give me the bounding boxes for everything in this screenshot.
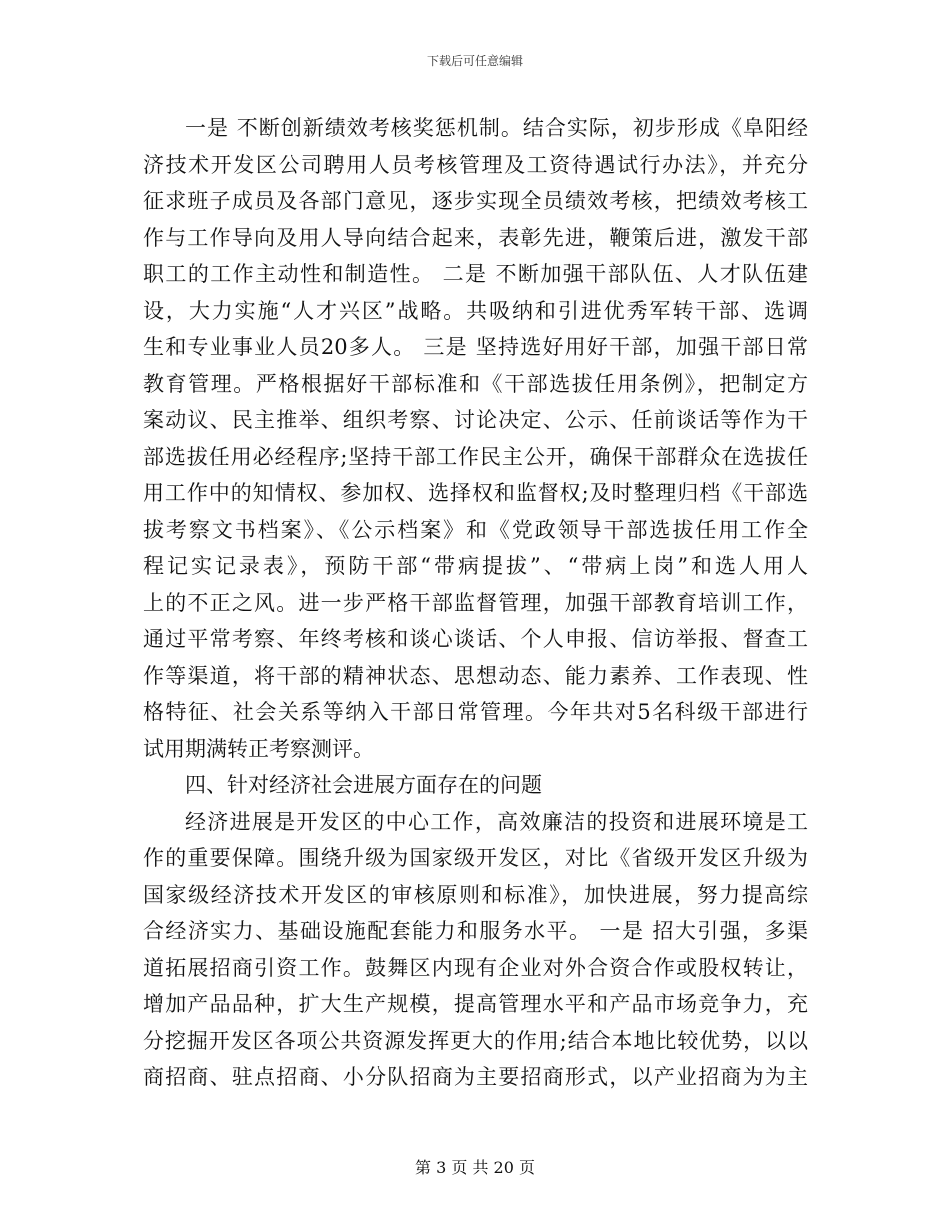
text-line: 商招商、驻点招商、小分队招商为主要招商形式，以产业招商为为主	[143, 1065, 808, 1089]
text-line: 经济进展是开发区的中心工作，高效廉洁的投资和进展环境是工	[185, 809, 808, 834]
text-line: 作与工作导向及用人导向结合起来，表彰先进，鞭策后进，激发干部	[143, 225, 808, 250]
text-line: 国家级经济技术开发区的审核原则和标准》，加快进展，努力提高综	[143, 882, 808, 907]
text-line: 作等渠道，将干部的精神状态、思想动态、能力素养、工作表现、性	[143, 663, 808, 688]
text-line: 生和专业事业人员20多人。 三是 坚持选好用好干部，加强干部日常	[143, 335, 808, 359]
text-line: 道拓展招商引资工作。鼓舞区内现有企业对外合资合作或股权转让，	[143, 955, 808, 980]
text-line: 格特征、社会关系等纳入干部日常管理。今年共对5名科级干部进行	[143, 700, 808, 724]
text-line: 济技术开发区公司聘用人员考核管理及工资待遇试行办法》，并充分	[143, 152, 808, 177]
text-line: 合经济实力、基础设施配套能力和服务水平。 一是 招大引强，多渠	[143, 919, 808, 943]
text-line: 分挖掘开发区各项公共资源发挥更大的作用;结合本地比较优势，以以	[143, 1028, 808, 1053]
document-body	[143, 110, 808, 1096]
text-line: 拔考察文书档案》、《公示档案》和《党政领导干部选拔任用工作全	[143, 517, 808, 542]
text-line: 试用期满转正考察测评。	[143, 736, 374, 761]
text-line: 四、针对经济社会进展方面存在的问题	[185, 773, 542, 797]
text-line: 程记实记录表》，预防干部“带病提拔”、“带病上岗”和选人用人	[143, 554, 808, 578]
page-header: 下载后可任意编辑	[426, 54, 523, 68]
text-line: 作的重要保障。围绕升级为国家级开发区，对比《省级开发区升级为	[143, 846, 808, 870]
text-line: 案动议、民主推举、组织考察、讨论决定、公示、任前谈话等作为干	[143, 408, 808, 432]
text-line: 征求班子成员及各部门意见，逐步实现全员绩效考核，把绩效考核工	[143, 189, 808, 213]
page-footer: 第 3 页 共 20 页	[415, 1158, 535, 1177]
text-line: 设，大力实施“人才兴区”战略。共吸纳和引进优秀军转干部、选调	[143, 298, 808, 323]
text-line: 用工作中的知情权、参加权、选择权和监督权;及时整理归档《干部选	[143, 481, 808, 505]
text-line: 教育管理。严格根据好干部标准和《干部选拔任用条例》，把制定方	[143, 371, 808, 396]
text-line: 通过平常考察、年终考核和谈心谈话、个人申报、信访举报、督查工	[143, 627, 808, 651]
text-line: 一是 不断创新绩效考核奖惩机制。结合实际，初步形成《阜阳经	[185, 116, 808, 140]
text-line: 上的不正之风。进一步严格干部监督管理，加强干部教育培训工作，	[143, 590, 808, 615]
text-line: 职工的工作主动性和制造性。 二是 不断加强干部队伍、人才队伍建	[143, 262, 808, 286]
text-line: 部选拔任用必经程序;坚持干部工作民主公开，确保干部群众在选拔任	[143, 444, 808, 469]
text-line: 增加产品品种，扩大生产规模，提高管理水平和产品市场竞争力，充	[143, 992, 808, 1016]
